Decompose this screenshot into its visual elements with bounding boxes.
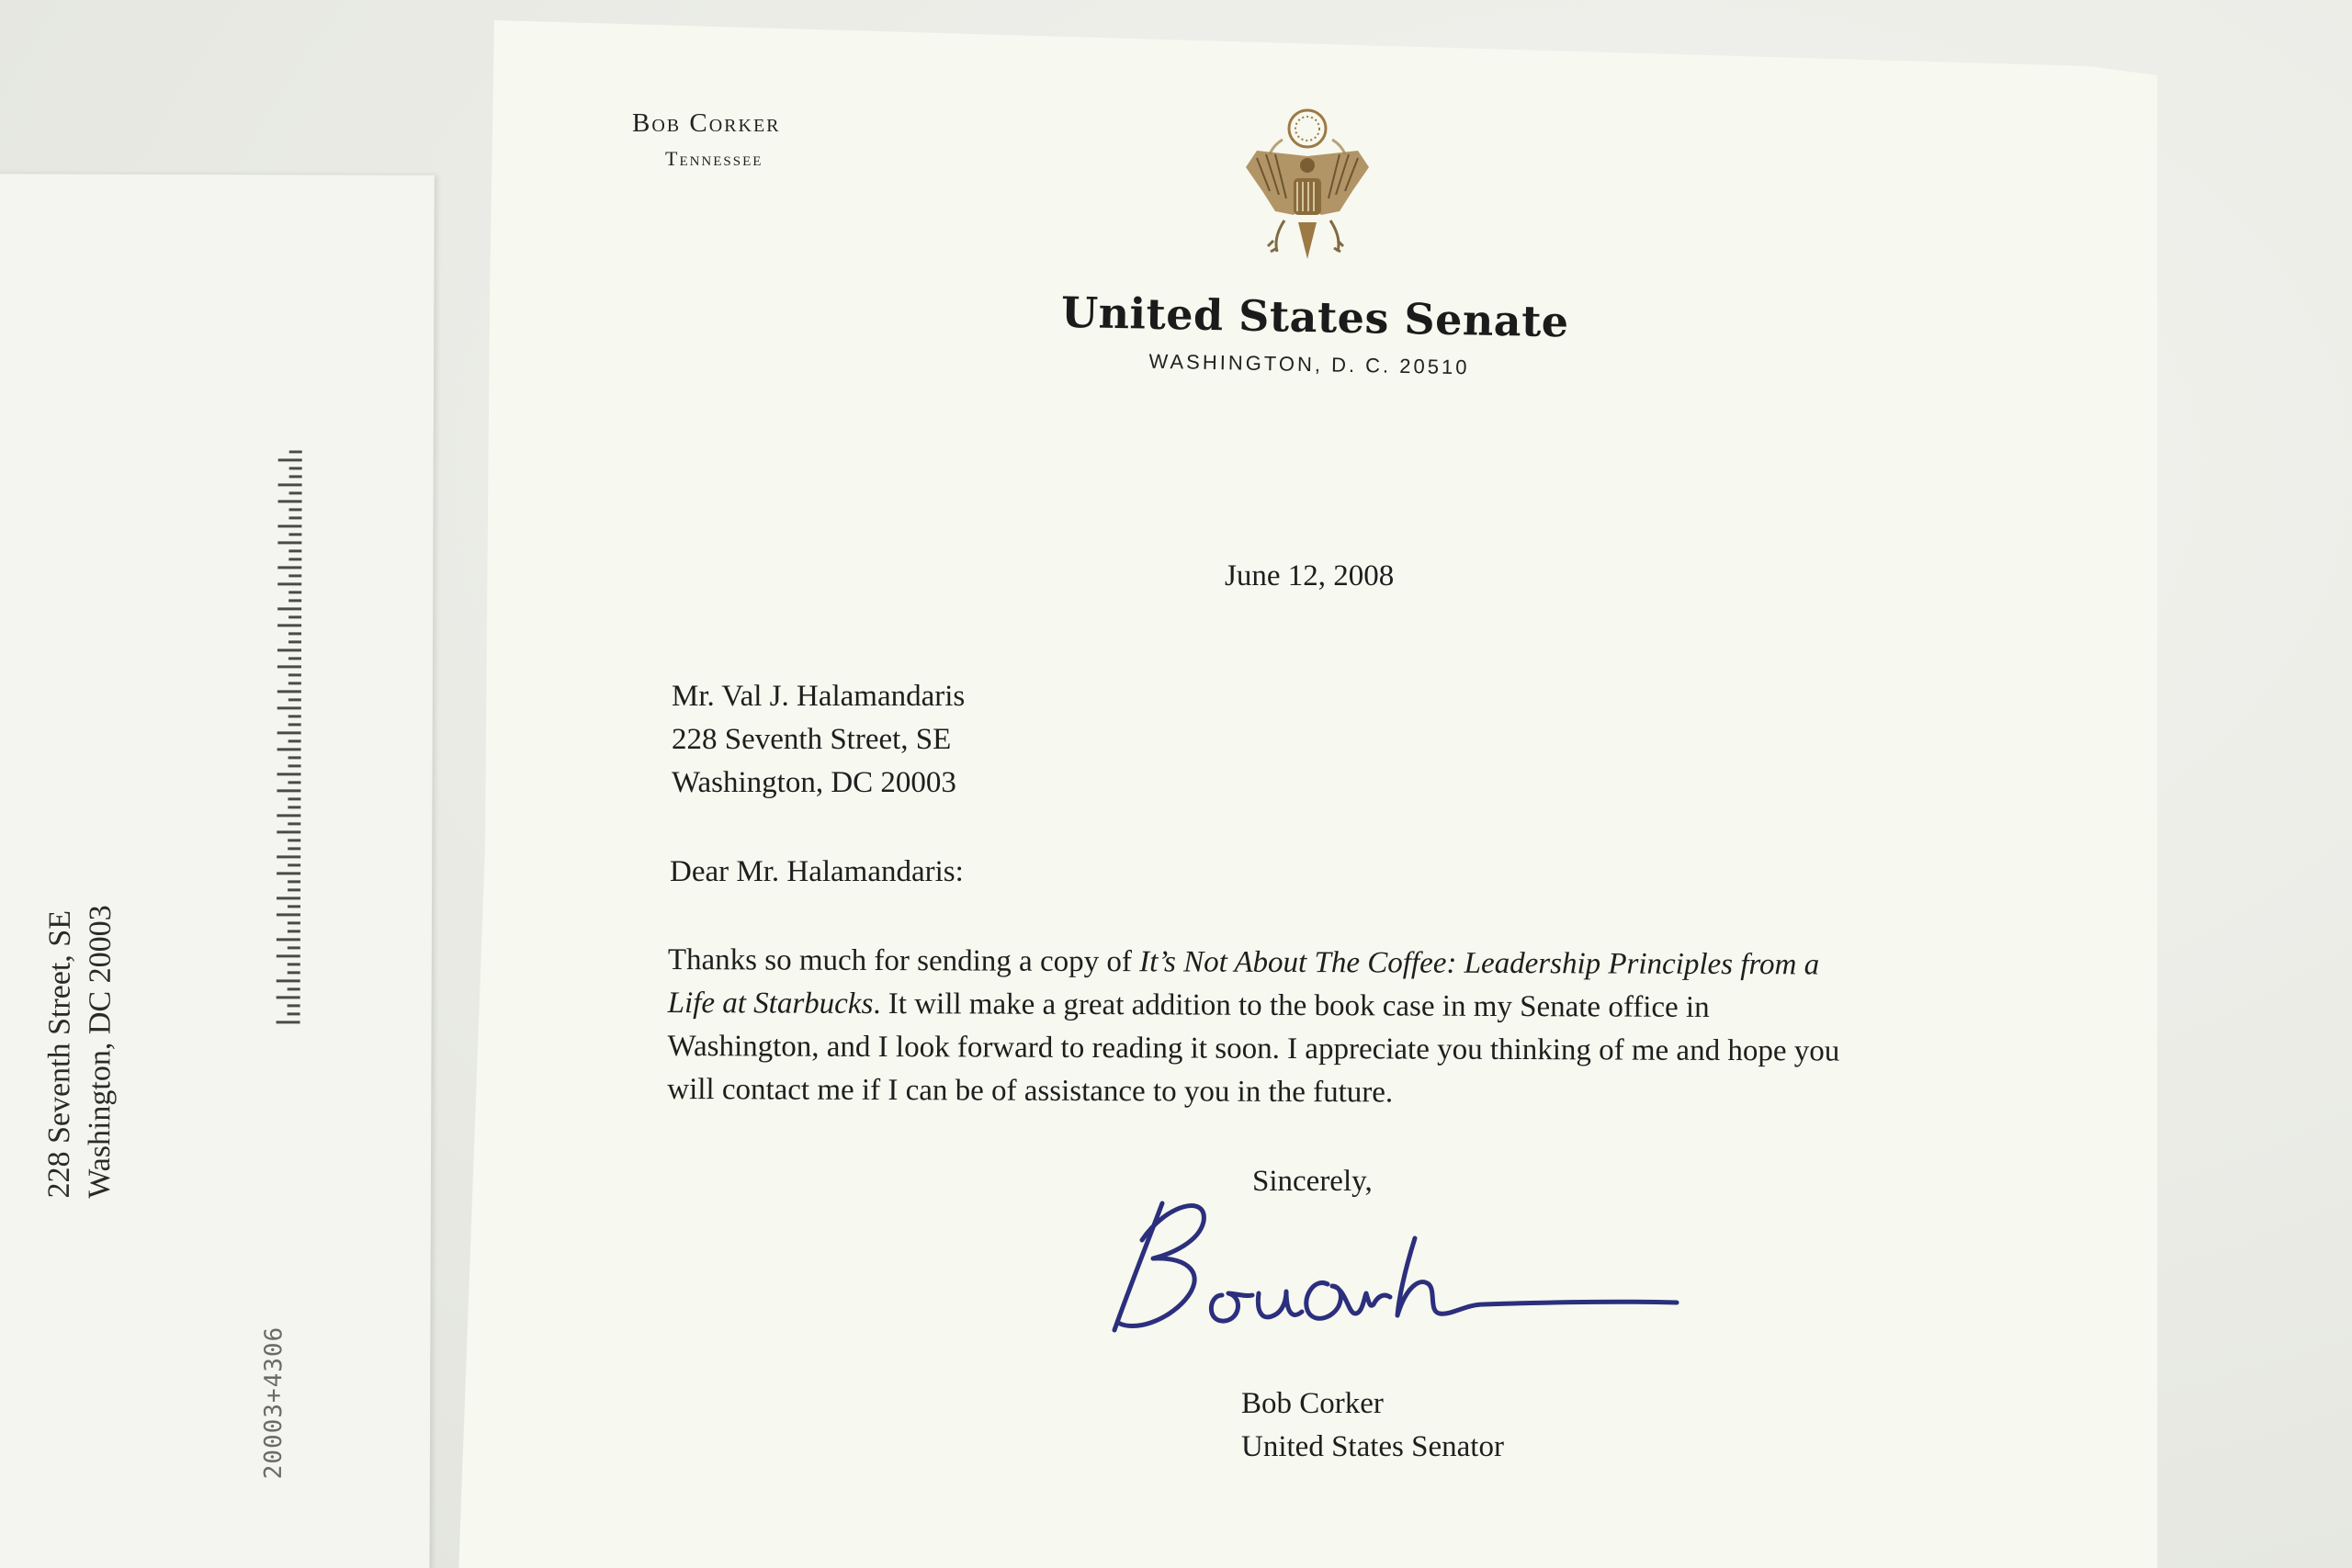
barcode-bar: [277, 789, 300, 792]
barcode-bar: [289, 450, 302, 453]
envelope-address-line: 228 Seventh Street, SE: [41, 909, 77, 1199]
barcode-bar: [289, 491, 302, 494]
barcode-bar: [288, 516, 301, 519]
barcode-bar: [289, 475, 302, 478]
barcode-bar: [288, 963, 300, 965]
barcode-bar: [277, 665, 301, 668]
barcode-bar: [288, 756, 301, 759]
envelope-zip-code: 20003+4306: [259, 1325, 288, 1480]
barcode-bar: [288, 739, 301, 742]
letterhead-institution: United States Senate: [1060, 287, 1570, 347]
envelope-address-line: Washington, DC 20003: [82, 905, 119, 1199]
signer-name: Bob Corker: [1241, 1387, 1384, 1420]
barcode-bar: [288, 723, 301, 726]
barcode-bar: [288, 673, 301, 676]
barcode-bar: [277, 897, 300, 899]
letterhead-state: Tennessee: [665, 147, 763, 170]
barcode-bar: [288, 640, 301, 643]
barcode-bar: [288, 839, 300, 841]
body-intro: Thanks so much for sending a copy of: [667, 943, 1140, 979]
barcode-bar: [277, 706, 301, 709]
barcode-bar: [289, 508, 302, 511]
letter-body: [667, 939, 1840, 1117]
barcode-bar: [277, 938, 300, 941]
barcode-bar: [288, 971, 300, 974]
barcode-bar: [288, 888, 300, 891]
barcode-bar: [277, 582, 301, 585]
barcode-bar: [277, 872, 300, 874]
postal-barcode: [273, 450, 308, 1029]
barcode-bar: [277, 731, 301, 734]
barcode-bar: [277, 954, 300, 957]
signer-block: [1241, 1382, 1504, 1469]
barcode-bar: [288, 632, 301, 635]
recipient-name: Mr. Val J. Halamandaris: [672, 680, 966, 713]
senate-seal-icon: [1229, 103, 1385, 268]
barcode-bar: [288, 599, 301, 602]
barcode-bar: [277, 690, 301, 693]
book-title-part-2: Life at Starbucks: [667, 986, 874, 1021]
barcode-bar: [277, 814, 300, 817]
barcode-bar: [288, 715, 301, 717]
barcode-bar: [288, 880, 300, 883]
barcode-bar: [277, 1021, 300, 1023]
barcode-bar: [277, 830, 300, 833]
salutation: Dear Mr. Halamandaris:: [670, 855, 964, 888]
barcode-bar: [288, 797, 300, 800]
barcode-bar: [277, 996, 300, 998]
barcode-bar: [288, 657, 301, 660]
barcode-bar: [288, 615, 301, 618]
barcode-bar: [288, 682, 301, 684]
book-title-part-1: It’s Not About The Coffee: Leadership Principles from a: [1139, 945, 1820, 982]
barcode-bar: [288, 863, 300, 866]
recipient-street: 228 Seventh Street, SE: [672, 723, 952, 756]
body-line-2-rest: . It will make a great addition to the book case in my Senate office in: [873, 987, 1710, 1024]
barcode-bar: [288, 1004, 300, 1007]
barcode-bar: [289, 467, 302, 469]
barcode-bar: [288, 946, 300, 949]
barcode-bar: [288, 591, 301, 593]
barcode-bar: [277, 913, 300, 916]
barcode-bar: [288, 806, 300, 808]
barcode-bar: [277, 979, 300, 982]
barcode-bar: [277, 649, 301, 651]
barcode-bar: [288, 698, 301, 701]
body-line-1: [668, 939, 1840, 987]
barcode-bar: [288, 533, 301, 536]
barcode-bar: [278, 458, 302, 461]
barcode-bar: [278, 483, 302, 486]
barcode-bar: [288, 574, 301, 577]
handwritten-signature: [1098, 1185, 1704, 1350]
barcode-bar: [288, 549, 301, 552]
barcode-bar: [277, 748, 301, 750]
recipient-city: Washington, DC 20003: [672, 766, 956, 799]
barcode-bar: [277, 525, 301, 527]
barcode-bar: [288, 1012, 300, 1015]
closing: Sincerely,: [1252, 1165, 1373, 1198]
barcode-bar: [288, 847, 300, 850]
barcode-bar: [277, 541, 301, 544]
barcode-bar: [288, 822, 300, 825]
barcode-bar: [277, 566, 301, 569]
letterhead-address: WASHINGTON, D. C. 20510: [1148, 349, 1470, 379]
envelope-address: [0, 500, 123, 1198]
body-line-2: [668, 982, 1840, 1031]
barcode-bar: [277, 607, 301, 610]
barcode-bar: [277, 624, 301, 626]
barcode-bar: [288, 987, 300, 990]
barcode-bar: [288, 905, 300, 908]
barcode-bar: [288, 764, 301, 767]
barcode-bar: [288, 921, 300, 924]
barcode-bar: [277, 773, 301, 775]
letterhead-senator-name: Bob Corker: [632, 108, 781, 138]
body-line-4: will contact me if I can be of assistance to you in the future.: [667, 1072, 1394, 1110]
envelope: [0, 174, 435, 1568]
letter-date: June 12, 2008: [1225, 559, 1395, 592]
recipient-block: [672, 675, 965, 805]
barcode-bar: [278, 500, 302, 502]
signer-title: United States Senator: [1241, 1430, 1504, 1463]
barcode-bar: [288, 930, 300, 932]
body-line-3: Washington, and I look forward to reading it soon. I appreciate you thinking of me and hope you: [667, 1029, 1840, 1068]
barcode-bar: [288, 558, 301, 560]
barcode-bar: [277, 855, 300, 858]
barcode-bar: [288, 781, 300, 784]
